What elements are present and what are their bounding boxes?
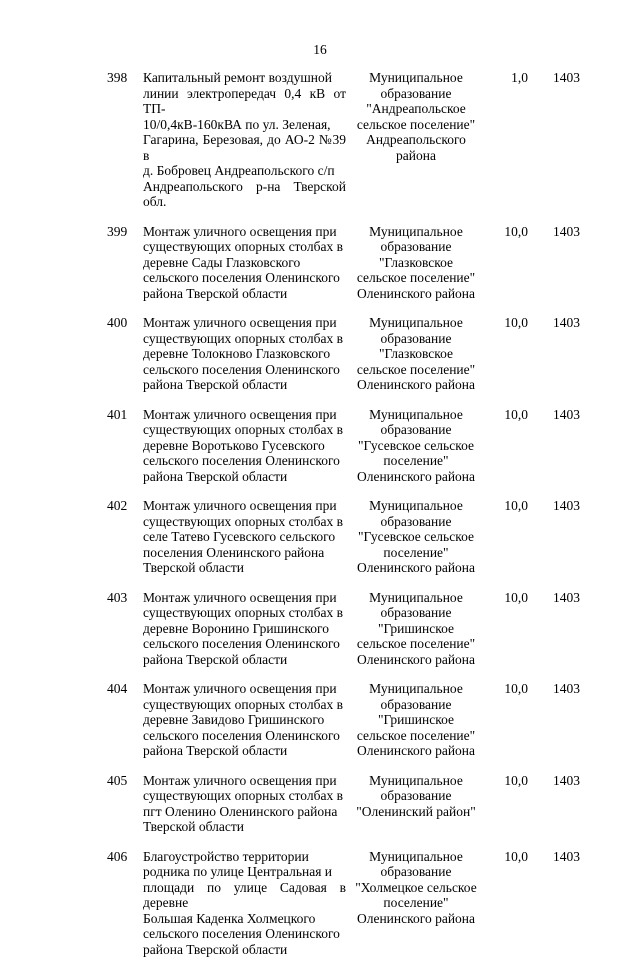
row-description: Монтаж уличного освещения при существующих опорных столбах в селе Татево Гусевского сельского поселения Оленинского района Тверской области [143,498,343,575]
row-number: 398 [107,70,128,85]
row-description: Монтаж уличного освещения при существующих опорных столбах в деревне Толокново Глазковского сельского поселения Оленинского района Тверской области [143,315,343,392]
row-description: Монтаж уличного освещения при существующих опорных столбах в деревне Сады Глазковского сельского поселения Оленинского района Тверской области [143,223,343,301]
row-amount: 10,0 [504,681,528,696]
row-municipality: Муниципальное образование "Оленинский район" [356,772,476,819]
row-description: Монтаж уличного освещения при существующих опорных столбах в деревне Воронино Гришинского сельского поселения Оленинского района Тверской области [143,589,343,667]
row-description: Капитальный ремонт воздушной линии электропередач 0,4 кВ от ТП- 10/0,4кВ-160кВА по ул. Зеленая, Гагарина, Березовая, до АО-2 №39 в д. Бобровец Андреапольского с/п Андреапольского р-на Тверской обл. [143,70,346,209]
row-number: 405 [107,772,128,788]
table-row [0,590,640,668]
row-municipality: Муниципальное образование "Гусевское сельское поселение" Оленинского района [356,498,476,575]
row-number: 400 [107,315,128,330]
table-row [0,681,640,759]
row-municipality: Муниципальное образование "Глазковское сельское поселение" Оленинского района [356,223,476,301]
row-code: 1403 [553,223,580,239]
row-description: Монтаж уличного освещения при существующих опорных столбах в деревне Завидово Гришинского сельского поселения Оленинского района Тверской области [143,681,343,758]
row-municipality: Муниципальное образование "Андреапольское сельское поселение" Андреапольского района [356,70,476,163]
table-row [0,70,640,210]
row-description: Благоустройство территории родника по улице Центральная и площади по улице Садовая в деревне Большая Каденка Холмецкого сельского поселения Оленинского района Тверской области [143,848,346,957]
page-number: 16 [313,42,327,57]
row-amount: 10,0 [504,223,528,239]
row-amount: 10,0 [504,498,528,513]
table-row [0,498,640,576]
row-number: 402 [107,498,128,513]
table-row [0,849,640,958]
row-amount: 10,0 [504,406,528,422]
row-number: 406 [107,848,128,864]
row-amount: 10,0 [504,772,528,788]
row-municipality: Муниципальное образование "Гришинское сельское поселение" Оленинского района [356,681,476,758]
row-municipality: Муниципальное образование "Гришинское сельское поселение" Оленинского района [356,589,476,667]
table-body [0,70,640,971]
row-description: Монтаж уличного освещения при существующих опорных столбах в пгт Оленино Оленинского района Тверской области [143,772,343,834]
row-code: 1403 [553,498,580,513]
row-code: 1403 [553,70,580,85]
row-amount: 10,0 [504,589,528,605]
row-amount: 10,0 [504,315,528,330]
row-municipality: Муниципальное образование "Гусевское сельское поселение" Оленинского района [356,406,476,484]
row-number: 399 [107,223,128,239]
row-number: 403 [107,589,128,605]
row-number: 404 [107,681,128,696]
table-row [0,224,640,302]
row-code: 1403 [553,848,580,864]
row-description: Монтаж уличного освещения при существующих опорных столбах в деревне Воротьково Гусевского сельского поселения Оленинского района Тверской области [143,406,343,484]
table-row [0,407,640,485]
row-code: 1403 [553,772,580,788]
row-municipality: Муниципальное образование "Холмецкое сельское поселение" Оленинского района [355,848,477,926]
row-number: 401 [107,406,128,422]
row-amount: 10,0 [504,848,528,864]
row-code: 1403 [553,589,580,605]
table-row [0,773,640,835]
row-code: 1403 [553,681,580,696]
table-row [0,315,640,393]
row-amount: 1,0 [511,70,528,85]
row-code: 1403 [553,406,580,422]
row-municipality: Муниципальное образование "Глазковское сельское поселение" Оленинского района [356,315,476,392]
row-code: 1403 [553,315,580,330]
